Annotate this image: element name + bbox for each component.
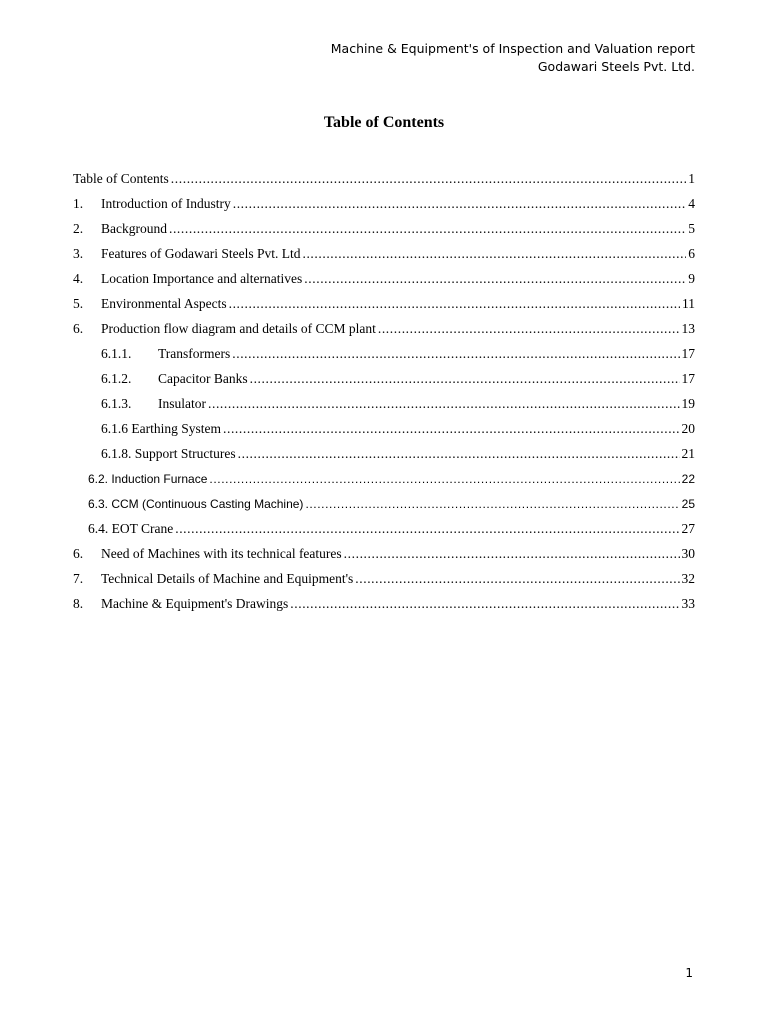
header-company-name: Godawari Steels Pvt. Ltd. xyxy=(537,59,695,74)
dot-leader xyxy=(305,495,679,513)
toc-entry-number: 6.1.1. xyxy=(101,346,132,361)
toc-entry-page: 1 xyxy=(688,171,695,186)
toc-entry-insulator[interactable] xyxy=(73,388,695,413)
toc-entry-introduction[interactable] xyxy=(73,188,695,213)
toc-entry-location[interactable] xyxy=(73,263,695,288)
toc-entry-table-of-contents[interactable] xyxy=(73,163,695,188)
dot-leader xyxy=(233,195,687,213)
toc-entry-number: 3. xyxy=(73,246,84,261)
toc-entry-text: Table of Contents xyxy=(73,171,169,186)
toc-entry-page: 4 xyxy=(688,196,695,211)
toc-entry-number: 6. xyxy=(73,321,84,336)
dot-leader xyxy=(344,545,680,563)
dot-leader xyxy=(302,245,686,263)
toc-entry-text: Background xyxy=(101,221,167,236)
toc-entry-text: Environmental Aspects xyxy=(101,296,227,311)
toc-entry-page: 6 xyxy=(688,246,695,261)
toc-entry-text: Features of Godawari Steels Pvt. Ltd xyxy=(101,246,301,261)
toc-entry-text: 6.2. Induction Furnace xyxy=(88,472,208,486)
toc-entry-text: Technical Details of Machine and Equipment's xyxy=(101,571,354,586)
toc-entry-page: 32 xyxy=(681,571,695,586)
toc-entry-page: 27 xyxy=(681,521,695,536)
dot-leader xyxy=(378,320,680,338)
toc-entry-page: 21 xyxy=(681,446,695,461)
toc-entry-text: 6.1.8. Support Structures xyxy=(101,446,236,461)
dot-leader xyxy=(238,445,680,463)
dot-leader xyxy=(232,345,679,363)
dot-leader xyxy=(208,395,680,413)
header-report-title: Machine & Equipment's of Inspection and Valuation report xyxy=(330,41,695,56)
toc-entry-number: 6.1.2. xyxy=(101,371,132,386)
toc-entry-page: 30 xyxy=(681,546,695,561)
toc-entry-capacitor-banks[interactable] xyxy=(73,363,695,388)
toc-entry-environmental[interactable] xyxy=(73,288,695,313)
page-header xyxy=(331,40,695,76)
toc-entry-page: 22 xyxy=(681,472,695,486)
toc-entry-features[interactable] xyxy=(73,238,695,263)
toc-entry-number: 7. xyxy=(73,571,84,586)
toc-entry-ccm[interactable] xyxy=(73,488,695,513)
toc-entry-text: 6.3. CCM (Continuous Casting Machine) xyxy=(88,497,304,511)
toc-entry-text: 6.1.6 Earthing System xyxy=(101,421,221,436)
toc-entry-page: 20 xyxy=(681,421,695,436)
toc-entry-page: 5 xyxy=(688,221,695,236)
toc-entry-number: 6. xyxy=(73,546,84,561)
dot-leader xyxy=(290,595,679,613)
toc-entry-text: Capacitor Banks xyxy=(158,371,248,386)
toc-entry-text: Machine & Equipment's Drawings xyxy=(101,596,289,611)
dot-leader xyxy=(209,470,679,488)
toc-entry-text: Introduction of Industry xyxy=(101,196,231,211)
toc-entry-page: 17 xyxy=(681,371,695,386)
toc-entry-number: 4. xyxy=(73,271,84,286)
table-of-contents xyxy=(73,163,695,613)
toc-entry-text: Production flow diagram and details of CCM plant xyxy=(101,321,376,336)
toc-entry-eot-crane[interactable] xyxy=(73,513,695,538)
toc-entry-transformers[interactable] xyxy=(73,338,695,363)
dot-leader xyxy=(250,370,680,388)
dot-leader xyxy=(229,295,680,313)
toc-entry-text: Insulator xyxy=(158,396,206,411)
toc-entry-number: 8. xyxy=(73,596,84,611)
page-title: Table of Contents xyxy=(323,114,445,131)
toc-entry-text: 6.4. EOT Crane xyxy=(88,521,174,536)
toc-entry-need-of-machines[interactable] xyxy=(73,538,695,563)
dot-leader xyxy=(175,520,679,538)
dot-leader xyxy=(169,220,686,238)
toc-entry-number: 5. xyxy=(73,296,84,311)
toc-entry-page: 9 xyxy=(688,271,695,286)
toc-entry-number: 2. xyxy=(73,221,84,236)
toc-entry-production-flow[interactable] xyxy=(73,313,695,338)
toc-entry-drawings[interactable] xyxy=(73,588,695,613)
page-number: 1 xyxy=(685,966,693,980)
toc-entry-page: 25 xyxy=(681,497,695,511)
toc-entry-number: 6.1.3. xyxy=(101,396,132,411)
toc-entry-page: 13 xyxy=(681,321,695,336)
toc-entry-technical-details[interactable] xyxy=(73,563,695,588)
dot-leader xyxy=(171,170,686,188)
toc-entry-text: Location Importance and alternatives xyxy=(101,271,303,286)
dot-leader xyxy=(355,570,679,588)
toc-entry-text: Need of Machines with its technical features xyxy=(101,546,342,561)
toc-entry-earthing-system[interactable] xyxy=(73,413,695,438)
toc-entry-induction-furnace[interactable] xyxy=(73,463,695,488)
toc-entry-page: 33 xyxy=(681,596,695,611)
toc-entry-number: 1. xyxy=(73,196,84,211)
toc-entry-background[interactable] xyxy=(73,213,695,238)
toc-entry-support-structures[interactable] xyxy=(73,438,695,463)
dot-leader xyxy=(304,270,686,288)
toc-entry-page: 19 xyxy=(681,396,695,411)
toc-entry-page: 11 xyxy=(682,296,695,311)
dot-leader xyxy=(223,420,680,438)
toc-entry-page: 17 xyxy=(681,346,695,361)
toc-entry-text: Transformers xyxy=(158,346,231,361)
